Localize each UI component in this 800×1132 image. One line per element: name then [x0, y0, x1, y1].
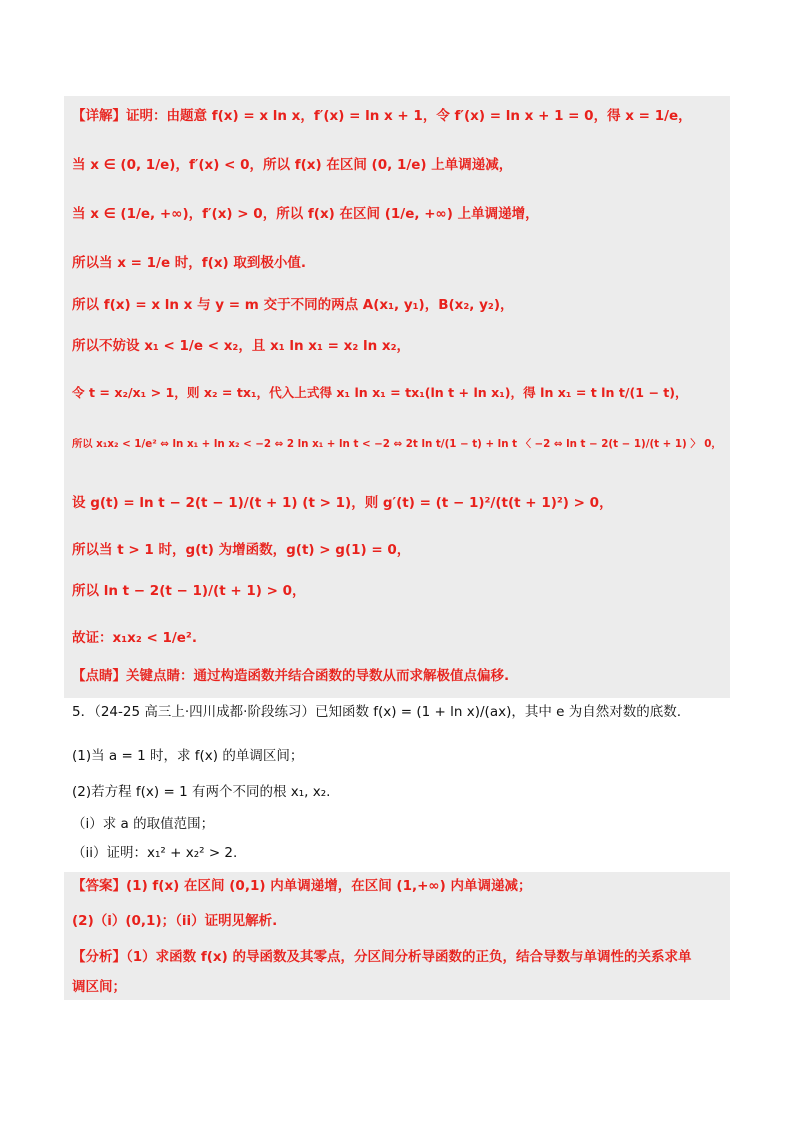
solution-line-12: 故证：x₁x₂ < 1/e².	[72, 630, 197, 646]
analysis-line-1: 【分析】（1）求函数 f(x) 的导函数及其零点，分区间分析导函数的正负，结合导数与单调性的关系求单	[72, 949, 692, 965]
problem-5-part-1: (1)当 a = 1 时，求 f(x) 的单调区间；	[72, 748, 304, 764]
answer-line-2: (2)（i）(0,1)；（ii）证明见解析.	[72, 913, 278, 929]
problem-5-part-2-i: （i）求 a 的取值范围；	[72, 816, 215, 832]
key-point-note: 【点睛】关键点睛：通过构造函数并结合函数的导数从而求解极值点偏移.	[72, 668, 510, 684]
analysis-line-2: 调区间；	[72, 979, 126, 995]
answer-line-1: 【答案】(1) f(x) 在区间 (0,1) 内单调递增，在区间 (1,+∞) 内单调递减；	[72, 878, 532, 894]
solution-line-9: 设 g(t) = ln t − 2(t − 1)/(t + 1) (t > 1)，则 g′(t) = (t − 1)²/(t(t + 1)²) > 0，	[72, 495, 613, 511]
solution-line-4: 所以当 x = 1/e 时，f(x) 取到极小值.	[72, 255, 307, 271]
solution-line-3: 当 x ∈ (1/e, +∞)，f′(x) > 0，所以 f(x) 在区间 (1/e, +∞) 上单调递增，	[72, 206, 539, 222]
problem-5-stem: 5．（24-25 高三上·四川成都·阶段练习）已知函数 f(x) = (1 + ln x)/(ax)，其中 e 为自然对数的底数.	[72, 704, 682, 720]
solution-line-10: 所以当 t > 1 时，g(t) 为增函数，g(t) > g(1) = 0，	[72, 542, 411, 558]
solution-line-8: 所以 x₁x₂ < 1/e² ⇔ ln x₁ + ln x₂ < −2 ⇔ 2 ln x₁ + ln t < −2 ⇔ 2t ln t/(1 − t) + ln t 〈 −2 ⇔ ln t − 2(t − 1)/(t + 1) 〉 0，	[72, 438, 722, 450]
solution-line-7: 令 t = x₂/x₁ > 1，则 x₂ = tx₁，代入上式得 x₁ ln x₁ = tx₁(ln t + ln x₁)，得 ln x₁ = t ln t/(1 − t)，	[72, 385, 688, 400]
solution-line-6: 所以不妨设 x₁ < 1/e < x₂，且 x₁ ln x₁ = x₂ ln x₂，	[72, 338, 411, 354]
solution-line-11: 所以 ln t − 2(t − 1)/(t + 1) > 0，	[72, 583, 306, 599]
problem-5-part-2-ii: （ii）证明：x₁² + x₂² > 2.	[72, 845, 238, 861]
problem-5-part-2: (2)若方程 f(x) = 1 有两个不同的根 x₁, x₂.	[72, 784, 331, 800]
solution-line-2: 当 x ∈ (0, 1/e)，f′(x) < 0，所以 f(x) 在区间 (0, 1/e) 上单调递减，	[72, 157, 513, 173]
solution-line-5: 所以 f(x) = x ln x 与 y = m 交于不同的两点 A(x₁, y₁)，B(x₂, y₂)，	[72, 297, 514, 313]
solution-line-1: 【详解】证明：由题意 f(x) = x ln x，f′(x) = ln x + 1，令 f′(x) = ln x + 1 = 0，得 x = 1/e，	[72, 108, 692, 124]
